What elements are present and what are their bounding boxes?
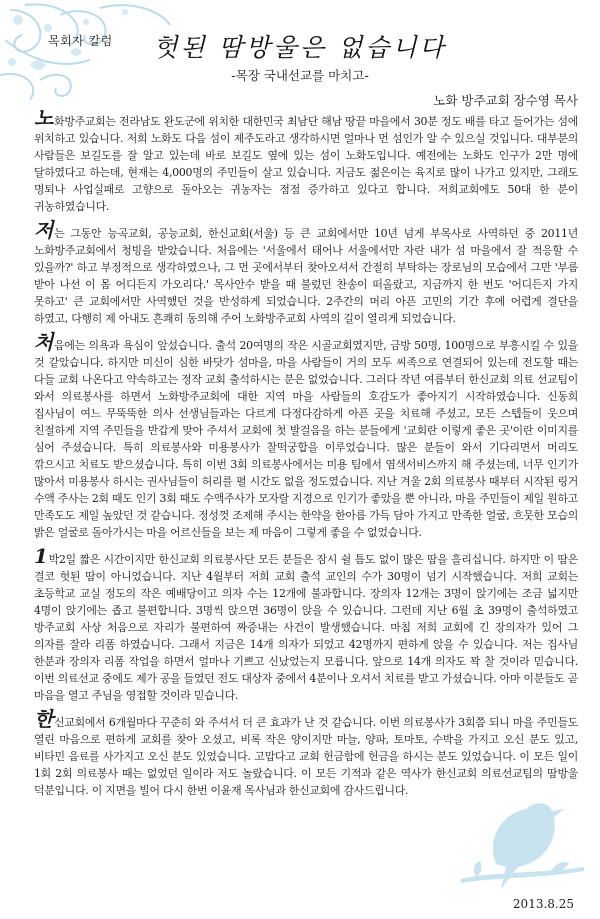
paragraph-text: 박2일 짧은 시간이지만 한신교회 의료봉사단 모든 분들은 잠시 쉴 틈도 없이 많은 땀을 흘리십니다. 하지만 이 땀은 결코 헛된 땀이 아니었습니다. 지난 4월부터 저희 교회 출석 교인의 수가 30명이 넘기 시작했습니다. 저희 교회는 초등학교 교실 정도의 작은 예배당이고 의자 수는 12개에 불과합니다. 장의자 12개는 3명이 앉기에는 조금 넓지만 4명이 앉기에는 좁고 불편합니다. 3명씩 앉으면 36명이 앉을 수 있습니다. 그런데 지난 6월 초 39명이 출석하였고 방주교회 사상 처음으로 자리가 불편하여 짜증내는 사건이 발생했습니다. 마침 저희 교회에 긴 장의자가 있어 그 의자를 잘라 리폼 하였습니다. 그래서 지금은 14개 의자가 되었고 42명까지 편하게 앉을 수 있습니다. 저는 집사님 한분과 장의자 리폼 작업을 하면서 얼마나 기쁘고 신났었는지 모릅니다. 앞으로 14개 의자도 꽉 찰 것이라 믿습니다. 이번 의료선교 중에도 제가 공을 들였던 전도 대상자 중에서 4분이나 오셔서 치료를 받고 가셨습니다. 아마 이분들도 곧 마음을 열고 주님을 영접할 것이라 믿습니다. — [34, 553, 578, 702]
paragraph — [34, 218, 578, 327]
paragraph-initial: 노 — [34, 106, 54, 130]
paragraph — [34, 330, 578, 541]
paragraph-text: 음에는 의욕과 욕심이 앞섰습니다. 출석 20여명의 작은 시골교회였지만, 금방 50명, 100명으로 부흥시킬 수 있을 것 같았습니다. 하지만 미신이 심한 바닷가 섬마을, 마을 사람들이 거의 모두 씨족으로 연결되어 있는데 전도할 때는 다들 교회 나온다고 약속하고는 정작 교회 출석하시는 분은 없었습니다. 그러다 작년 여름부터 한신교회 의료 선교팀이 와서 의료봉사를 하면서 노화방주교회에 대한 지역 마을 사람들의 호감도가 좋아지기 시작하였습니다. 신동희 집사님이 여느 무뚝뚝한 의사 선생님들과는 다르게 다정다감하게 아픈 곳을 치료해 주셨고, 모든 스텝들이 웃으며 친절하게 지역 주민들을 반갑게 맞아 주셔서 교회에 첫 발걸음을 하는 분들에게 '교회란 이렇게 좋은 곳'이란 이미지를 심어 주셨습니다. 특히 의료봉사와 미용봉사가 찰떡궁합을 이루었습니다. 많은 분들이 와서 기다리면서 머리도 깎으시고 치료도 받으셨습니다. 특히 이번 3회 의료봉사에서는 미용 팀에서 염색서비스까지 해 주셨는데, 너무 인기가 많아서 미용봉사 하시는 권사님들이 허리를 펼 시간도 없을 정도였습니다. 지난 겨울 2회 의료봉사 때부터 시작된 링거 수액 주사는 2회 때도 인기 3회 때도 수액주사가 모자랄 지경으로 인기가 좋았을 뿐 아니라, 마을 주민들이 제일 원하고 만족도도 제일 높았던 것 같습니다. 정성껏 조제해 주시는 한약을 한아름 가득 담아 가지고 만족한 얼굴, 흐뭇한 모습의 밝은 얼굴로 돌아가시는 마을 어르신들을 보는 제 마음이 그렇게 좋을 수 없었습니다. — [34, 339, 578, 539]
paragraph-initial: 한 — [34, 707, 54, 731]
author-byline: 노화 방주교회 장수영 목사 — [433, 93, 578, 108]
paragraph — [34, 707, 578, 799]
paragraph-text: 신교회에서 6개월마다 꾸준히 와 주셔서 더 큰 효과가 난 것 같습니다. 이번 의료봉사가 3회쯤 되니 마을 주민들도 열린 마음으로 편하게 교회를 찾아 오셨고, 비록 작은 양이지만 마늘, 양파, 토마토, 수박을 가지고 오신 분도 있고, 비타민 음료를 사가지고 오신 분도 있었습니다. 고맙다고 교회 헌금함에 헌금을 하시는 분도 있었습니다. 이 모든 일이 1회 2회 의료봉사 때는 없었던 일이라 저도 놀랐습니다. 이 모든 기적과 같은 역사가 한신교회 의료선교팀의 땀방울 덕분입니다. 이 지면을 빌어 다시 한번 이윤재 목사님과 한신교회에 감사드립니다. — [34, 716, 578, 797]
paragraph-text: 는 그동안 능곡교회, 공능교회, 한신교회(서울) 등 큰 교회에서만 10년 넘게 부목사로 사역하던 중 2011년 노화방주교회에서 청빙을 받았습니다. 처음에는 '서울에서 태어나 서울에서만 자란 내가 섬 마을에서 잘 적응할 수 있을까?' 하고 부정적으로 생각하였으나, 그 먼 곳에서부터 찾아오셔서 간절히 부탁하는 장로님의 모습에서 그만 '부름 받아 나선 이 몸 어디든지 가오리다.' 목사안수 받을 때 불렀던 찬송이 떠올랐고, 지금까지 한 번도 '어디든지 가지 못하고' 큰 교회에서만 사역했던 것을 반성하게 되었습니다. 2주간의 머리 아픈 고민의 기간 후에 어렵게 결단을 하였고, 다행히 제 아내도 흔쾌히 동의해 주어 노화방주교회 사역의 길이 열리게 되었습니다. — [34, 227, 578, 325]
column-label: 목회자 칼럼 — [48, 34, 113, 48]
paragraph-initial: 저 — [34, 218, 54, 242]
paragraph-initial: 1 — [34, 544, 48, 568]
article-body — [34, 106, 578, 807]
paragraph — [34, 544, 578, 704]
publish-date: 2013.8.25 — [512, 897, 574, 911]
paragraph-initial: 처 — [34, 330, 54, 354]
paragraph — [34, 106, 578, 215]
page-title: 헛된 땀방울은 없습니다 — [153, 33, 447, 62]
paragraph-text: 화방주교회는 전라남도 완도군에 위치한 대한민국 최남단 해남 땅끝 마을에서 30분 정도 배를 타고 들어가는 섬에 위치하고 있습니다. 저희 노화도 다음 섬이 제주도라고 생각하시면 얼마나 먼 섬인가 알 수 있으실 것입니다. 대부분의 사람들은 보길도를 잘 알고 있는데 바로 보길도 옆에 있는 섬이 노화도입니다. 예전에는 노화도 인구가 2만 명에 달하였다고 하는데, 현재는 4,000명의 주민들이 살고 있습니다. 지금도 젊은이는 육지로 많이 나가고 있지만, 그래도 명퇴나 사업실패로 고향으로 돌아오는 귀농자는 점점 증가하고 있다고 합니다. 저희교회에도 50대 한 분이 귀농하였습니다. — [34, 115, 578, 213]
page-subtitle: -목장 국내선교를 마치고- — [231, 68, 369, 83]
